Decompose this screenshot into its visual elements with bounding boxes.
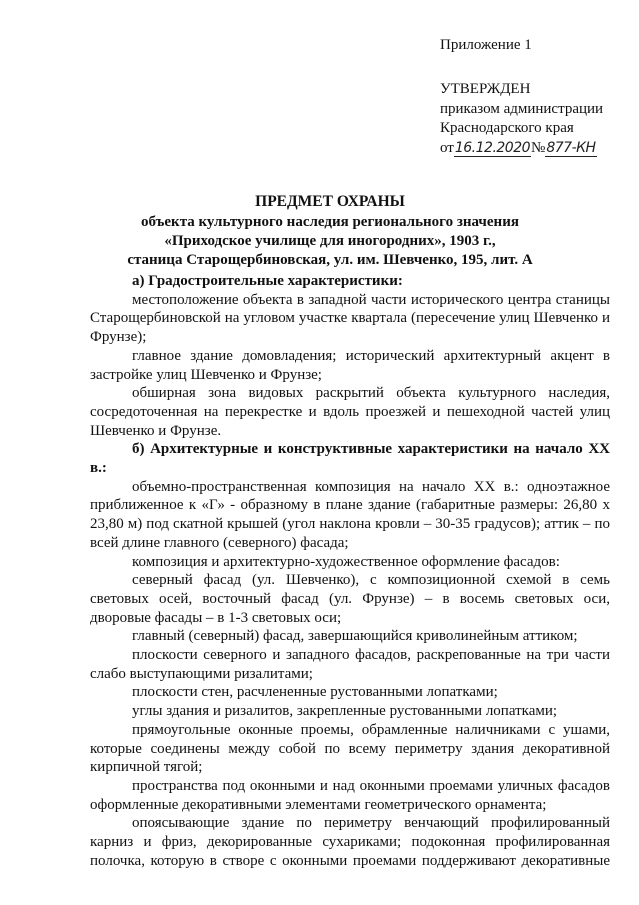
body-paragraph: прямоугольные оконные проемы, обрамленные наличниками с ушами, которые соединены между собой по всему периметру здания декоративной кирпичной тягой; [90, 721, 610, 776]
body-paragraph: объемно-пространственная композиция на начало XX в.: одноэтажное приближенное к «Г» - образному в плане здание (габаритные размеры: 26,80 x 23,80 м) под скатной крышей (угол наклона кровли – 30-35 градусов); аттик – по всей длине главного (северного) фасада; [90, 478, 610, 551]
document-heading [50, 192, 610, 270]
body-paragraph: главное здание домовладения; исторический архитектурный акцент в застройке улиц Шевченко и Фрунзе; [90, 347, 610, 383]
approval-date-line [440, 139, 603, 159]
body-paragraph: композиция и архитектурно-художественное оформление фасадов: [132, 553, 560, 570]
body-paragraph: пространства под оконными и над оконными проемами уличных фасадов оформленные декоративными элементами геометрического орнамента; [90, 777, 610, 813]
document-title: ПРЕДМЕТ ОХРАНЫ [255, 193, 405, 210]
heading-line-3: станица Старощербиновская, ул. им. Шевченко, 195, лит. А [127, 252, 533, 268]
handwritten-date: 16.12.2020 [454, 139, 531, 156]
appendix-label: Приложение 1 [440, 37, 532, 53]
approval-block [440, 80, 603, 158]
body-paragraph: северный фасад (ул. Шевченко), с композиционной схемой в семь световых осей, восточный фасад (ул. Фрунзе) – в восемь световых оси, дворовые фасады – в 1-3 световых оси; [90, 572, 610, 626]
handwritten-number: 877-КН [546, 139, 596, 156]
heading-line-2: «Приходское училище для иногородних», 1903 г., [164, 233, 496, 249]
approval-line-1: приказом администрации [440, 100, 604, 117]
body-paragraph: плоскости стен, расчлененные рустованными лопатками; [132, 684, 498, 701]
date-prefix: от [440, 139, 454, 156]
body-paragraph: обширная зона видовых раскрытий объекта культурного наследия, сосредоточенная на перекрестке и вдоль проезжей и пешеходной частей улиц Шевченко и Фрунзе. [90, 385, 610, 439]
number-prefix: № [531, 139, 546, 156]
section-heading: а) Градостроительные характеристики: [132, 273, 403, 289]
body-paragraph: местоположение объекта в западной части исторического центра станицы Старощербиновской на угловом участке квартала (пересечение улиц Шевченко и Фрунзе); [90, 291, 610, 346]
body-paragraph: опоясывающие здание по периметру венчающий профилированный карниз и фриз, декорированные сухариками; подоконная профилированная полочка, которую в створе с оконными проемами поддерживают декоративные [90, 815, 610, 869]
approval-title: УТВЕРЖДЕН [440, 81, 531, 97]
approval-line-2: Краснодарского края [440, 120, 574, 137]
body-paragraph: плоскости северного и западного фасадов, раскрепованные на три части слабо выступающими ризалитами; [90, 647, 610, 682]
heading-line-1: объекта культурного наследия регионального значения [141, 214, 519, 230]
section-heading: б) Архитектурные и конструктивные характеристики на начало XX в.: [90, 441, 610, 477]
body-paragraph: главный (северный) фасад, завершающийся криволинейным аттиком; [132, 628, 578, 645]
document-body [90, 272, 610, 871]
body-paragraph: углы здания и ризалитов, закрепленные рустованными лопатками; [132, 703, 558, 720]
